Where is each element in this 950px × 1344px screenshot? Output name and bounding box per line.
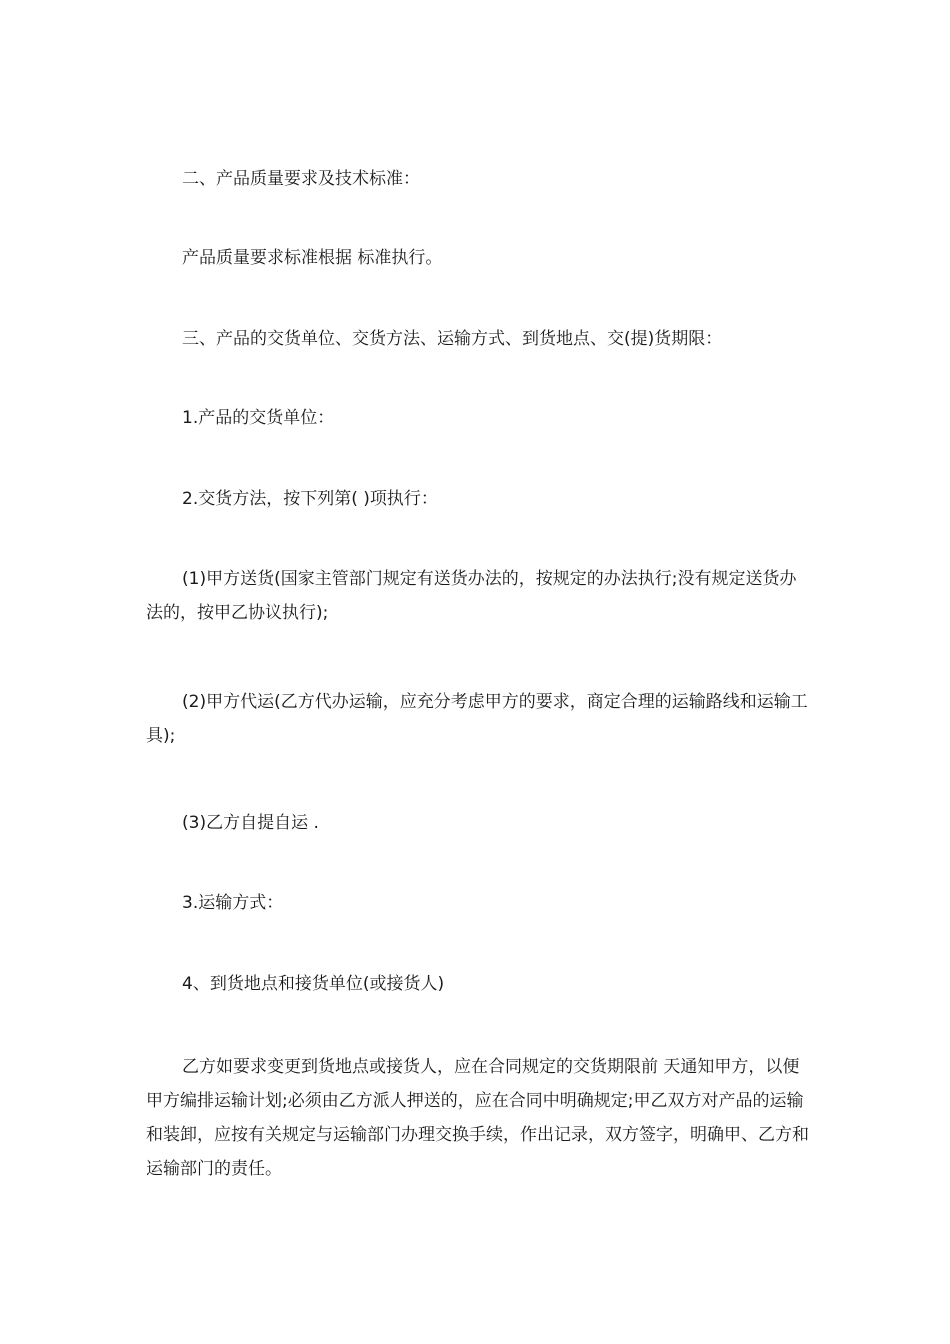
paragraph-option-1: (1)甲方送货(国家主管部门规定有送货办法的，按规定的办法执行;没有规定送货办法的，按甲乙协议执行); — [146, 569, 797, 623]
section-heading-quality: 二、产品质量要求及技术标准： — [182, 169, 420, 189]
section-heading-delivery: 三、产品的交货单位、交货方法、运输方式、到货地点、交(提)货期限： — [182, 329, 723, 349]
paragraph-option-2: (2)甲方代运(乙方代办运输，应充分考虑甲方的要求，商定合理的运输路线和运输工具); — [146, 692, 808, 746]
paragraph-delivery-method: 2.交货方法，按下列第( )项执行： — [182, 489, 438, 509]
paragraph-change-notice: 乙方如要求变更到货地点或接货人，应在合同规定的交货期限前 天通知甲方，以便甲方编排运输计划;必须由乙方派人押送的，应在合同中明确规定;甲乙双方对产品的运输和装卸，应按有关规定与运输部门办理交换手续，作出记录，双方签字，明确甲、乙方和运输部门的责任。 — [146, 1057, 809, 1179]
paragraph-delivery-unit: 1.产品的交货单位： — [182, 408, 335, 428]
paragraph-option-3: (3)乙方自提自运 . — [182, 813, 319, 833]
paragraph-quality-standard: 产品质量要求标准根据 标准执行。 — [182, 248, 443, 268]
paragraph-destination: 4、到货地点和接货单位(或接货人) — [182, 974, 445, 994]
paragraph-transport-mode: 3.运输方式： — [182, 893, 284, 913]
